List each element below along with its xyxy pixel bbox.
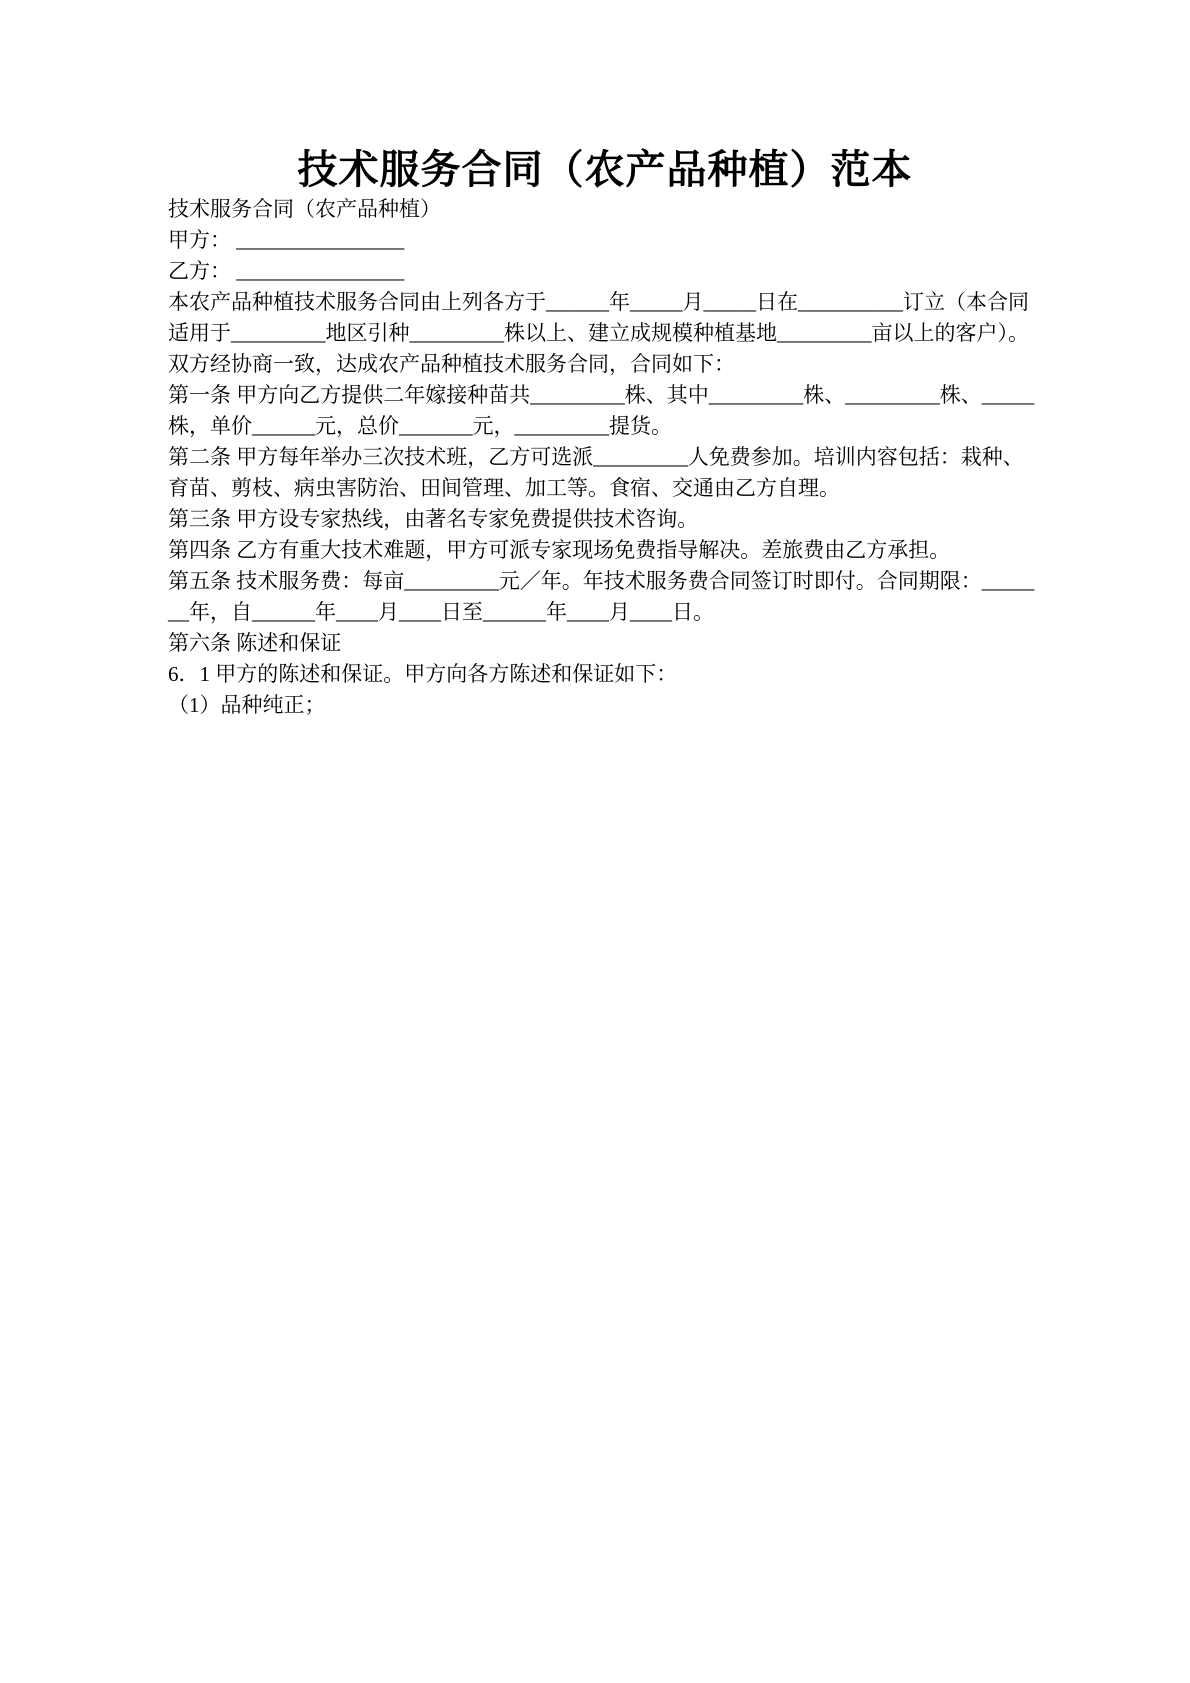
article-1-paragraph: 第一条 甲方向乙方提供二年嫁接种苗共_________株、其中_________株、_________株、_____株，单价______元，总价_______元，_________提货。	[168, 383, 1035, 438]
party-a-blank: ________________	[236, 228, 405, 252]
party-b-line	[168, 256, 1042, 287]
article-5-paragraph: 第五条 技术服务费：每亩_________元／年。年技术服务费合同签订时即付。合同期限：_______年，自______年____月____日至______年____月____日。	[168, 569, 1035, 624]
party-a-label: 甲方：	[168, 228, 231, 252]
preamble-paragraph: 本农产品种植技术服务合同由上列各方于______年_____月_____日在__________订立（本合同适用于_________地区引种_________株以上、建立成规模种植基地_________亩以上的客户）。	[168, 290, 1029, 345]
article-2-paragraph: 第二条 甲方每年举办三次技术班，乙方可选派_________人免费参加。培训内容包括：栽种、育苗、剪枝、病虫害防治、田间管理、加工等。食宿、交通由乙方自理。	[168, 445, 1024, 500]
clause-6-1-paragraph: 6．1 甲方的陈述和保证。甲方向各方陈述和保证如下：	[168, 662, 678, 686]
article-3-paragraph: 第三条 甲方设专家热线，由著名专家免费提供技术咨询。	[168, 507, 699, 531]
document-title: 技术服务合同（农产品种植）范本	[297, 147, 913, 192]
article-6-heading: 第六条 陈述和保证	[168, 631, 342, 655]
party-b-label: 乙方：	[168, 259, 231, 283]
party-a-line	[168, 225, 1042, 256]
item-1-paragraph: （1）品种纯正；	[168, 693, 326, 717]
agreement-lead-paragraph: 双方经协商一致，达成农产品种植技术服务合同，合同如下：	[168, 352, 735, 376]
document-subtitle: 技术服务合同（农产品种植）	[168, 197, 441, 221]
article-4-paragraph: 第四条 乙方有重大技术难题，甲方可派专家现场免费指导解决。差旅费由乙方承担。	[168, 538, 951, 562]
party-b-blank: ________________	[236, 259, 405, 283]
